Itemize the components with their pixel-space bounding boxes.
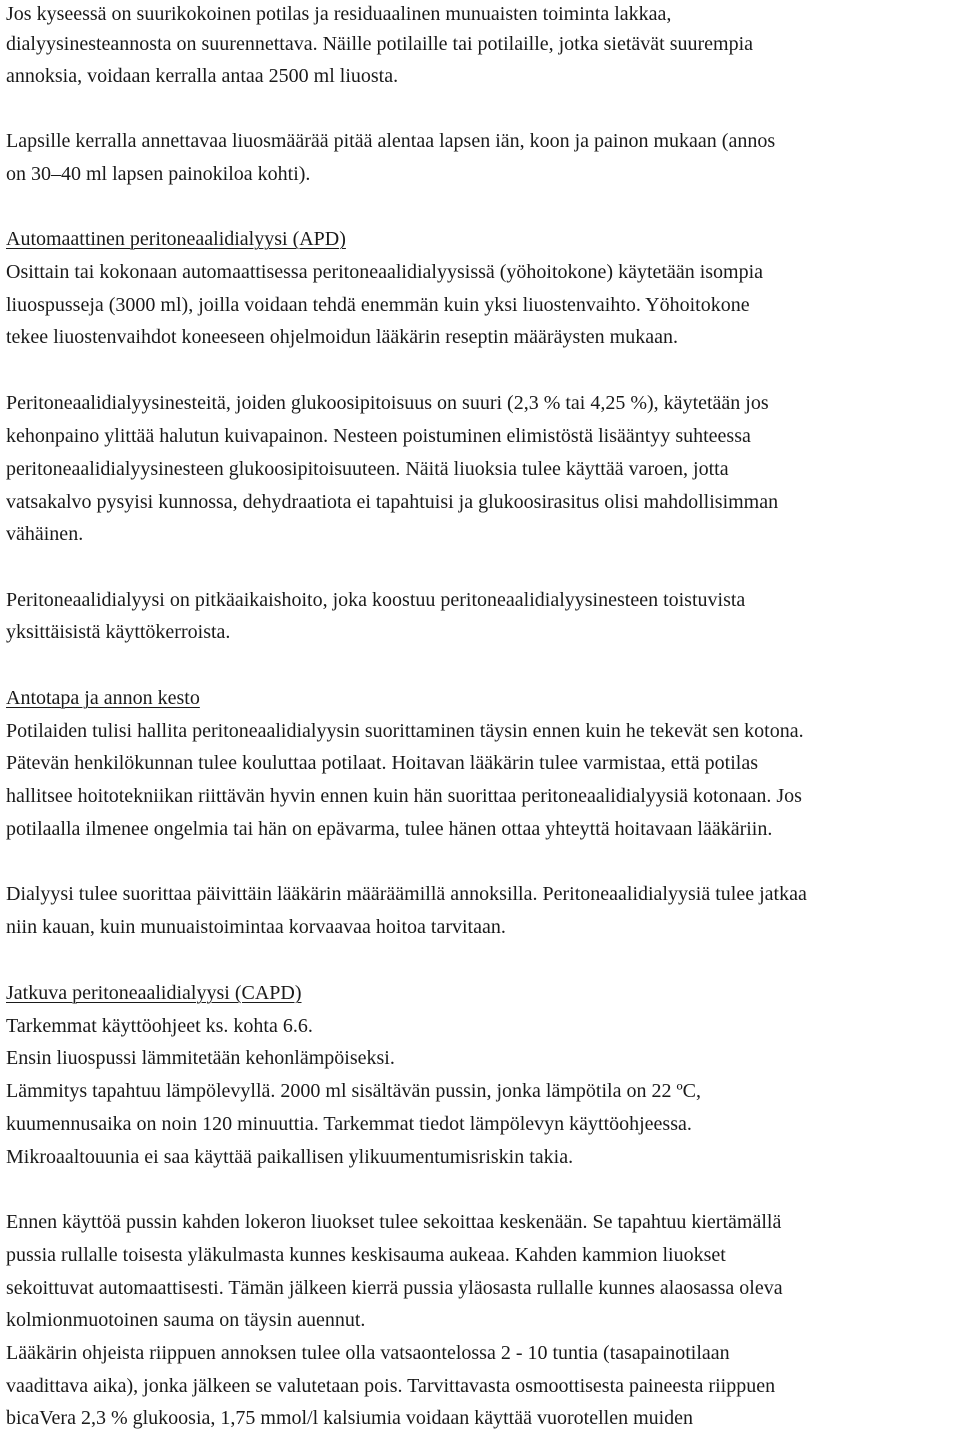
paragraph-line: Lapsille kerralla annettavaa liuosmäärää pitää alentaa lapsen iän, koon ja painon mukaan (annos xyxy=(6,130,776,152)
paragraph-line: kolmionmuotoinen sauma on täysin auennut. xyxy=(6,1309,366,1331)
section-heading-capd: Jatkuva peritoneaalidialyysi (CAPD) xyxy=(6,982,302,1004)
section-heading-administration: Antotapa ja annon kesto xyxy=(6,687,200,709)
paragraph-line: vaadittava aika), jonka jälkeen se valutetaan pois. Tarvittavasta osmoottisesta paineesta riippuen xyxy=(6,1375,776,1397)
paragraph-line: vatsakalvo pysyisi kunnossa, dehydraatiota ei tapahtuisi ja glukoosirasitus olisi mahdollisimman xyxy=(6,491,779,513)
paragraph-line: kehonpaino ylittää halutun kuivapainon. Nesteen poistuminen elimistöstä lisääntyy suhteessa xyxy=(6,425,751,447)
paragraph-line: bicaVera 2,3 % glukoosia, 1,75 mmol/l kalsiumia voidaan käyttää vuorotellen muiden xyxy=(6,1407,694,1429)
paragraph-line: annoksia, voidaan kerralla antaa 2500 ml liuosta. xyxy=(6,65,399,87)
paragraph-line: Mikroaaltouunia ei saa käyttää paikallisen ylikuumentumisriskin takia. xyxy=(6,1146,574,1168)
paragraph-line: tekee liuostenvaihdot koneeseen ohjelmoidun lääkärin reseptin määräysten mukaan. xyxy=(6,326,678,348)
paragraph-line: kuumennusaika on noin 120 minuuttia. Tarkemmat tiedot lämpölevyn käyttöohjeessa. xyxy=(6,1113,692,1135)
paragraph-line: liuospusseja (3000 ml), joilla voidaan tehdä enemmän kuin yksi liuostenvaihto. Yöhoitokone xyxy=(6,294,750,316)
paragraph-line: vähäinen. xyxy=(6,523,84,545)
paragraph-line: sekoittuvat automaattisesti. Tämän jälkeen kierrä pussia yläosasta rullalle kunnes alaosassa oleva xyxy=(6,1277,783,1299)
paragraph-line: dialyysinesteannosta on suurennettava. Näille potilaille tai potilaille, jotka sietävät suurempia xyxy=(6,33,754,55)
paragraph-line: Pätevän henkilökunnan tulee kouluttaa potilaat. Hoitavan lääkärin tulee varmistaa, että potilas xyxy=(6,752,758,774)
paragraph-line: pussia rullalle toisesta yläkulmasta kunnes keskisauma aukeaa. Kahden kammion liuokset xyxy=(6,1244,726,1266)
paragraph-line: Peritoneaalidialyysinesteitä, joiden glukoosipitoisuus on suuri (2,3 % tai 4,25 %), käytetään jos xyxy=(6,392,769,414)
paragraph-line: Peritoneaalidialyysi on pitkäaikaishoito, joka koostuu peritoneaalidialyysinesteen toistuvista xyxy=(6,589,746,611)
paragraph-line: Lääkärin ohjeista riippuen annoksen tulee olla vatsaontelossa 2 - 10 tuntia (tasapainotilaan xyxy=(6,1342,730,1364)
paragraph-line: hallitsee hoitotekniikan riittävän hyvin ennen kuin hän suorittaa peritoneaalidialyysiä kotonaan. Jos xyxy=(6,785,802,807)
paragraph-line: Tarkemmat käyttöohjeet ks. kohta 6.6. xyxy=(6,1015,313,1037)
paragraph-line: Dialyysi tulee suorittaa päivittäin lääkärin määräämillä annoksilla. Peritoneaalidialyysiä tulee jatkaa xyxy=(6,883,807,905)
paragraph-line: peritoneaalidialyysinesteen glukoosipitoisuuteen. Näitä liuoksia tulee käyttää varoen, jotta xyxy=(6,458,729,480)
paragraph-line: Ensin liuospussi lämmitetään kehonlämpöiseksi. xyxy=(6,1047,395,1069)
paragraph-line: potilaalla ilmenee ongelmia tai hän on epävarma, tulee hänen ottaa yhteyttä hoitavaan lääkäriin. xyxy=(6,818,773,840)
paragraph-line: Ennen käyttöä pussin kahden lokeron liuokset tulee sekoittaa keskenään. Se tapahtuu kiertämällä xyxy=(6,1211,782,1233)
paragraph-line: on 30–40 ml lapsen painokiloa kohti). xyxy=(6,163,311,185)
paragraph-line: Jos kyseessä on suurikokoinen potilas ja residuaalinen munuaisten toiminta lakkaa, xyxy=(6,3,672,25)
section-heading-apd: Automaattinen peritoneaalidialyysi (APD) xyxy=(6,228,346,250)
paragraph-line: yksittäisistä käyttökerroista. xyxy=(6,621,231,643)
paragraph-line: Potilaiden tulisi hallita peritoneaalidialyysin suorittaminen täysin ennen kuin he tekevät sen kotona. xyxy=(6,720,804,742)
paragraph-line: niin kauan, kuin munuaistoimintaa korvaavaa hoitoa tarvitaan. xyxy=(6,916,506,938)
paragraph-line: Lämmitys tapahtuu lämpölevyllä. 2000 ml sisältävän pussin, jonka lämpötila on 22 ºC, xyxy=(6,1080,701,1102)
paragraph-line: Osittain tai kokonaan automaattisessa peritoneaalidialyysissä (yöhoitokone) käytetään isompia xyxy=(6,261,764,283)
